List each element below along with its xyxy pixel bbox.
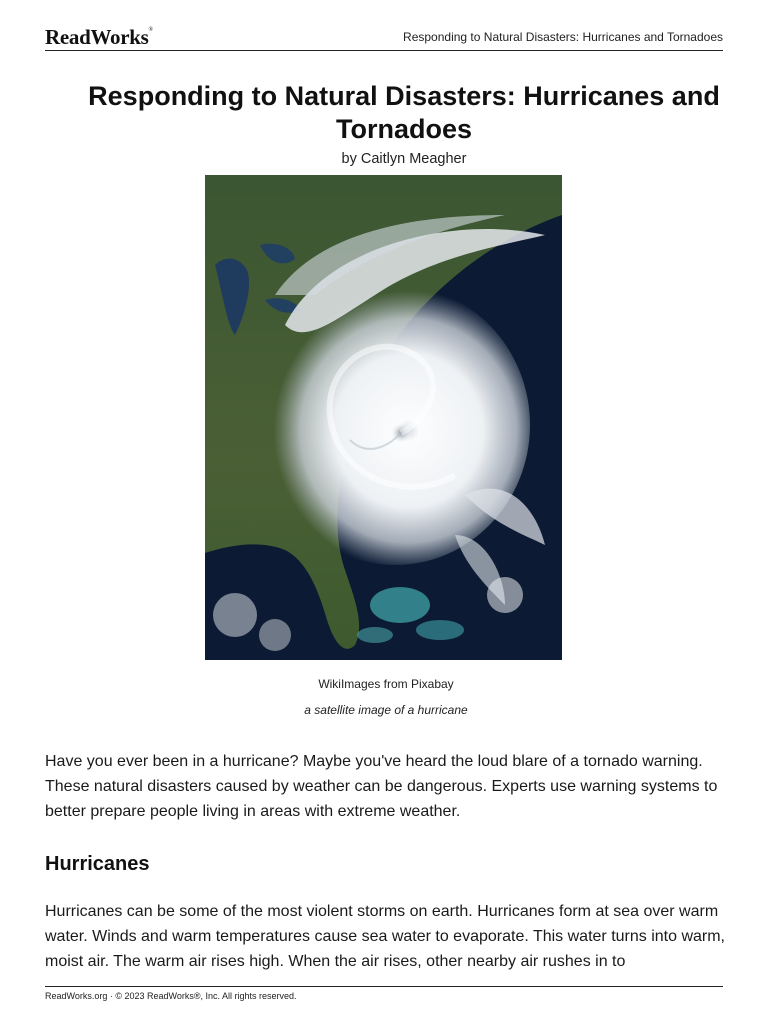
image-caption: a satellite image of a hurricane <box>304 703 468 717</box>
article-title: Responding to Natural Disasters: Hurricanes and Tornadoes <box>88 81 720 144</box>
hurricanes-paragraph: Hurricanes can be some of the most violent storms on earth. Hurricanes form at sea over warm water. Winds and warm temperatures cause sea water to evaporate. This water turns into warm, moist air. The warm air rises high. When the air rises, other nearby air rushes in to <box>45 903 725 970</box>
byline: by Caitlyn Meagher <box>341 151 467 167</box>
section-heading-hurricanes: Hurricanes <box>45 853 150 875</box>
image-credit: WikiImages from Pixabay <box>318 677 454 691</box>
satellite-illustration <box>205 175 562 660</box>
page-footer: ReadWorks.org · © 2023 ReadWorks®, Inc. All rights reserved. <box>45 986 723 1001</box>
intro-paragraph: Have you ever been in a hurricane? Maybe you've heard the loud blare of a tornado warning. These natural disasters caused by weather can be dangerous. Experts use warning systems to better prepare people living in areas with extreme weather. <box>45 753 718 820</box>
readworks-logo: ReadWorks® <box>45 25 153 49</box>
hurricane-satellite-image <box>205 175 562 660</box>
running-title: Responding to Natural Disasters: Hurricanes and Tornadoes <box>403 30 723 44</box>
page-header <box>45 24 723 51</box>
